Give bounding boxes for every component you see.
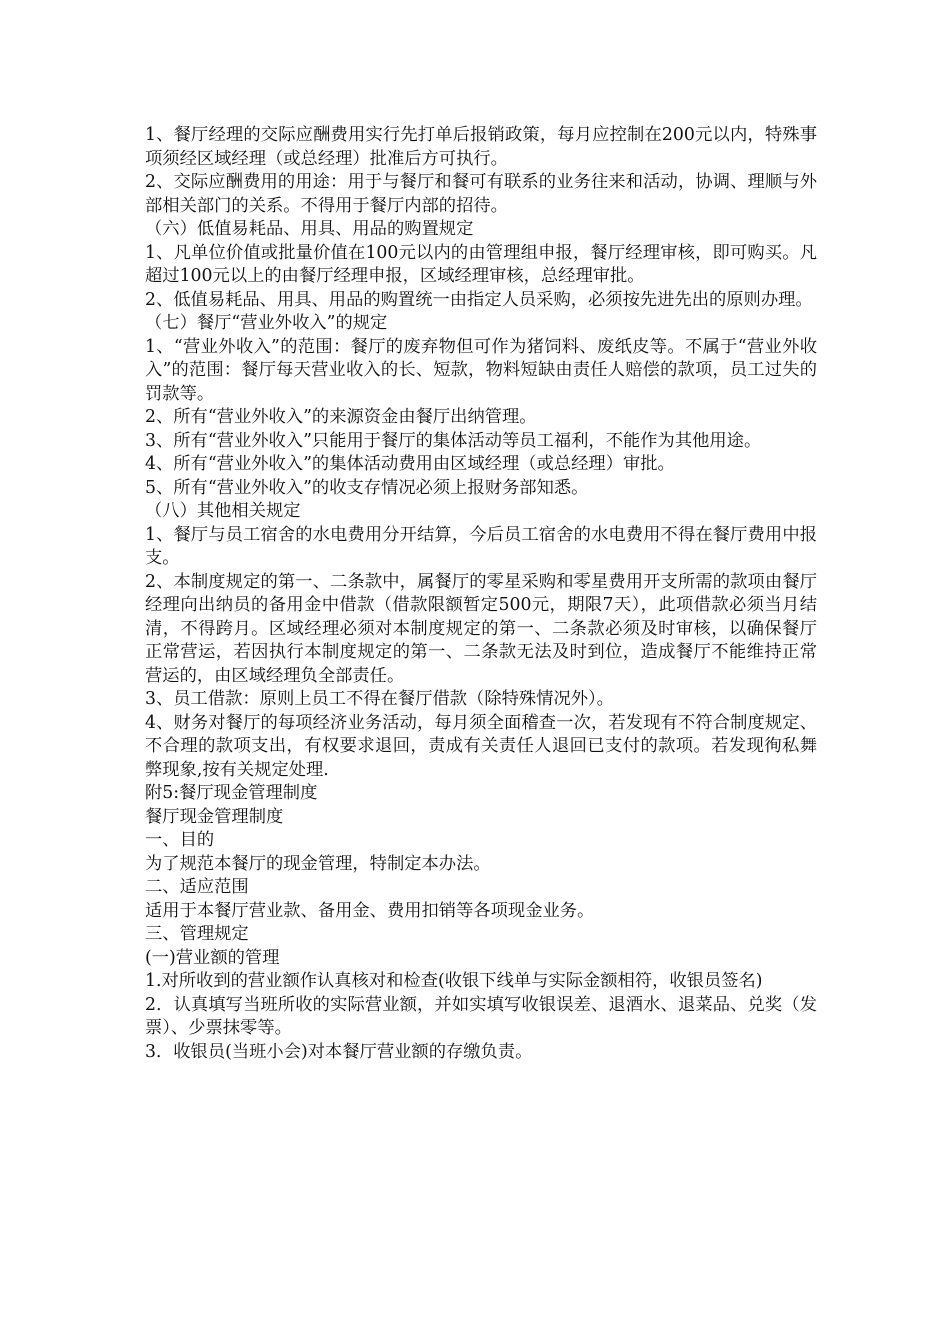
section-heading: 三、管理规定 [145, 924, 249, 944]
section-heading: （八）其他相关规定 [145, 501, 301, 521]
paragraph: 3、所有“营业外收入”只能用于餐厅的集体活动等员工福利，不能作为其他用途。 [145, 430, 762, 451]
section-heading: 二、适应范围 [145, 877, 249, 897]
paragraph: 2．认真填写当班所收的实际营业额，并如实填写收银误差、退酒水、退菜品、兑奖（发票）、少票抹零等。 [145, 994, 817, 1038]
paragraph: 3．收银员(当班小会)对本餐厅营业额的存缴负责。 [145, 1041, 533, 1062]
subsection-heading: (一)营业额的管理 [145, 947, 280, 968]
paragraph: 1、餐厅经理的交际应酬费用实行先打单后报销政策，每月应控制在200元以内，特殊事项须经区域经理（或总经理）批准后方可执行。 [145, 125, 817, 169]
paragraph: 2、本制度规定的第一、二条款中，属餐厅的零星采购和零星费用开支所需的款项由餐厅经理向出纳员的备用金中借款（借款限额暂定500元，期限7天），此项借款必须当月结清，不得跨月。区域经理必须对本制度规定的第一、二条款必须及时审核，以确保餐厅正常营运，若因执行本制度规定的第一、二条款无法及时到位，造成餐厅不能维持正常营运的，由区域经理负全部责任。 [145, 571, 817, 686]
paragraph: 1、“营业外收入”的范围：餐厅的废弃物但可作为猪饲料、废纸皮等。不属于“营业外收入”的范围：餐厅每天营业收入的长、短款，物料短缺由责任人赔偿的款项，员工过失的罚款等。 [145, 336, 817, 404]
paragraph: 4、财务对餐厅的每项经济业务活动，每月须全面稽查一次，若发现有不符合制度规定、不合理的款项支出，有权要求退回，责成有关责任人退回已支付的款项。若发现徇私舞弊现象,按有关规定处理. [145, 712, 817, 780]
document-title: 餐厅现金管理制度 [145, 806, 284, 827]
paragraph: 1、凡单位价值或批量价值在100元以内的由管理组申报，餐厅经理审核，即可购买。凡超过100元以上的由餐厅经理申报，区域经理审核，总经理审批。 [145, 242, 817, 286]
paragraph: 4、所有“营业外收入”的集体活动费用由区域经理（或总经理）审批。 [145, 454, 675, 474]
section-heading: （七）餐厅“营业外收入”的规定 [145, 313, 388, 333]
paragraph: 2、低值易耗品、用具、用品的购置统一由指定人员采购，必须按先进先出的原则办理。 [145, 289, 813, 310]
paragraph: 适用于本餐厅营业款、备用金、费用扣销等各项现金业务。 [145, 900, 595, 921]
paragraph: 2、交际应酬费用的用途：用于与餐厅和餐可有联系的业务往来和活动，协调、理顺与外部相关部门的关系。不得用于餐厅内部的招待。 [145, 172, 817, 216]
paragraph: 5、所有“营业外收入”的收支存情况必须上报财务部知悉。 [145, 477, 589, 498]
paragraph: 1.对所收到的营业额作认真核对和检查(收银下线单与实际金额相符，收银员签名) [145, 971, 763, 991]
paragraph: 3、员工借款：原则上员工不得在餐厅借款（除特殊情况外）。 [145, 689, 614, 709]
appendix-heading: 附5:餐厅现金管理制度 [145, 783, 318, 803]
paragraph: 为了规范本餐厅的现金管理，特制定本办法。 [145, 853, 491, 874]
section-heading: 一、目的 [145, 830, 215, 850]
paragraph: 2、所有“营业外收入”的来源资金由餐厅出纳管理。 [145, 407, 537, 427]
document-body [145, 124, 817, 1064]
section-heading: （六）低值易耗品、用具、用品的购置规定 [145, 219, 474, 239]
paragraph: 1、餐厅与员工宿舍的水电费用分开结算，今后员工宿舍的水电费用不得在餐厅费用中报支。 [145, 524, 817, 568]
